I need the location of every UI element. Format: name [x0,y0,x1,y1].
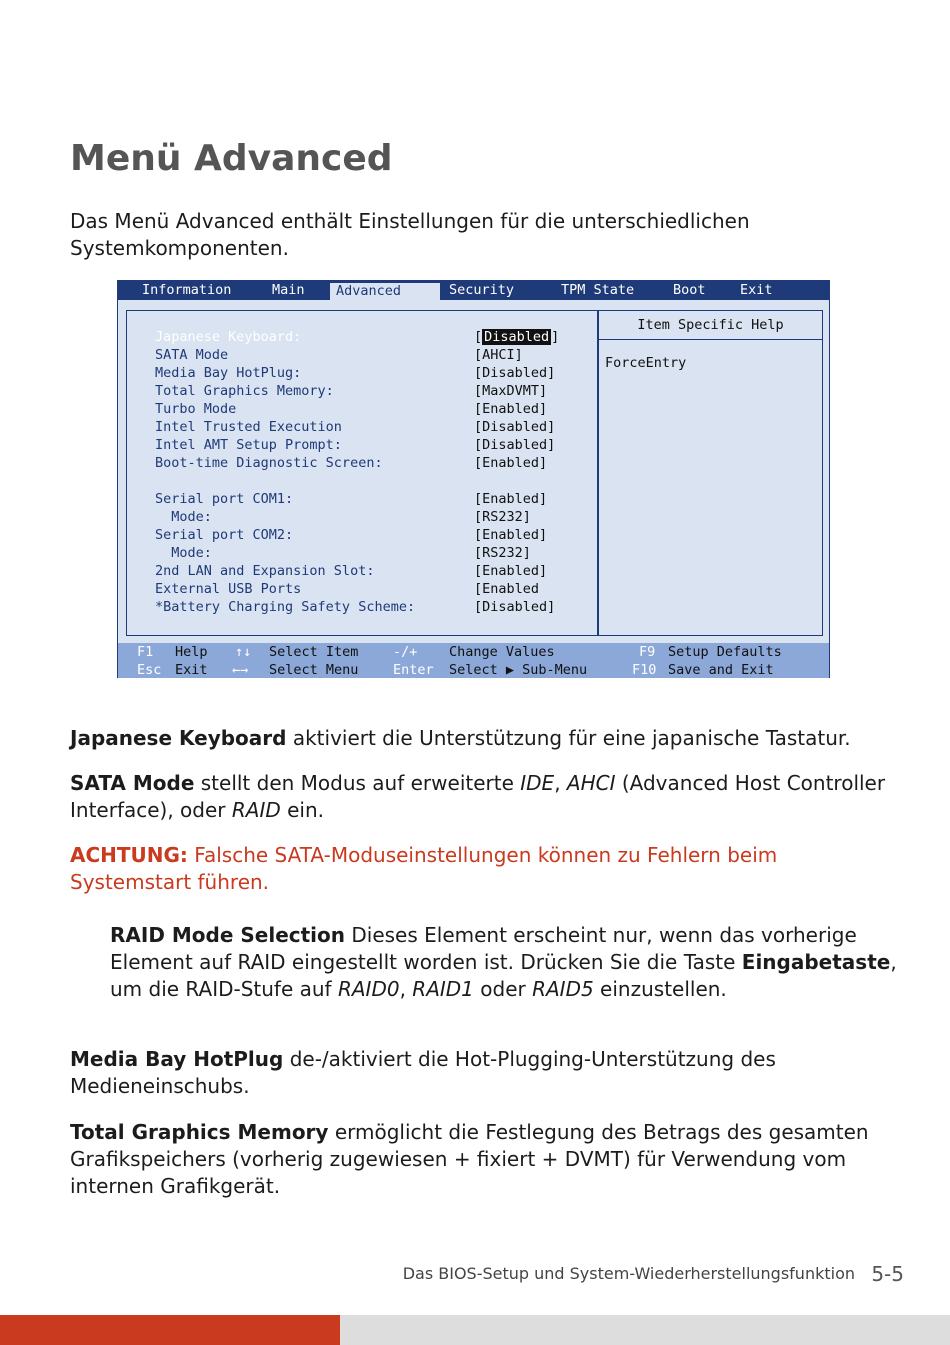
key-enter-label: Select ▶ Sub-Menu [449,662,588,678]
setting-value-intel-trusted-execution[interactable]: [Disabled] [474,419,556,435]
key-minusplus: -/+ [393,644,418,660]
setting-label-serial-com1[interactable]: Serial port COM1: [155,491,294,507]
raid-or: oder [473,977,533,1001]
desc-graphics: ermöglicht die Festlegung des Betrags des gesamten Grafikspeichers (vorherig zugewiesen + fixiert + DVMT) für Verwendung vom internen Grafikgerät. [70,1120,869,1198]
desc-sata-2: (Advanced Host Controller Interface), oder [70,771,886,822]
desc-hotplug: de-/aktiviert die Hot-Plugging-Unterstützung des Medieneinschubs. [70,1047,776,1098]
desc-raid-3: einzustellen. [593,977,727,1001]
key-f10-label: Save and Exit [668,662,774,678]
setting-value-intel-amt-setup-prompt[interactable]: [Disabled] [474,437,556,453]
tab-security[interactable]: Security [449,282,515,298]
tab-tpm-state[interactable]: TPM State [561,282,635,298]
updown-arrow-icon: ↑↓ [235,644,252,660]
selected-value: Disabled [484,329,550,345]
bios-key-legend [118,643,829,678]
tab-advanced[interactable]: Advanced [330,283,440,300]
para-raid-mode [110,922,900,1003]
desc-sata-3: ein. [280,798,325,822]
warning-label: ACHTUNG: [70,843,188,867]
term-japanese-keyboard: Japanese Keyboard [70,726,287,750]
para-total-graphics-memory [70,1119,900,1200]
intro-text: Das Menü Advanced enthält Einstellungen für die unterschiedlichen Systemkomponenten. [70,209,750,260]
setting-label-com2-mode[interactable]: Mode: [155,545,212,561]
setting-value-turbo-mode[interactable]: [Enabled] [474,401,548,417]
setting-value-battery-charging[interactable]: [Disabled] [474,599,556,615]
setting-value-sata-mode[interactable]: [AHCI] [474,347,523,363]
bios-settings-panel [126,310,598,636]
setting-label-com1-mode[interactable]: Mode: [155,509,212,525]
setting-label-total-graphics-memory[interactable]: Total Graphics Memory: [155,383,334,399]
raid5: RAID5 [532,977,594,1001]
para-sata-mode [70,770,900,824]
key-f10: F10 [632,662,657,678]
term-media-bay-hotplug: Media Bay HotPlug [70,1047,284,1071]
setting-label-sata-mode[interactable]: SATA Mode [155,347,229,363]
setting-value-serial-com2[interactable]: [Enabled] [474,527,548,543]
page-number: 5-5 [871,1262,904,1286]
warning-text: Falsche SATA-Moduseinstellungen können zu Fehlern beim Systemstart führen. [70,843,778,894]
setting-label-external-usb[interactable]: External USB Ports [155,581,302,597]
key-esc-label: Exit [175,662,208,678]
sata-comma: , [554,771,567,795]
sata-ahci: AHCI [566,771,616,795]
setting-value-japanese-keyboard[interactable]: [ Disabled ] [474,329,560,345]
setting-value-2nd-lan[interactable]: [Enabled] [474,563,548,579]
term-sata-mode: SATA Mode [70,771,195,795]
tab-exit[interactable]: Exit [740,282,773,298]
setting-label-2nd-lan[interactable]: 2nd LAN and Expansion Slot: [155,563,375,579]
help-title: Item Specific Help [599,311,822,340]
setting-label-intel-amt-setup-prompt[interactable]: Intel AMT Setup Prompt: [155,437,342,453]
term-raid-mode: RAID Mode Selection [110,923,346,947]
desc-raid-2: , um die RAID-Stufe auf [110,950,897,1001]
bios-help-panel [598,310,823,636]
para-japanese-keyboard [70,725,900,752]
footer-bar-gray [340,1315,950,1345]
setting-value-boot-time-diagnostic[interactable]: [Enabled] [474,455,548,471]
raid0: RAID0 [337,977,400,1001]
tab-main[interactable]: Main [272,282,305,298]
raid1: RAID1 [412,977,474,1001]
setting-value-media-bay-hotplug[interactable]: [Disabled] [474,365,556,381]
setting-label-intel-trusted-execution[interactable]: Intel Trusted Execution [155,419,342,435]
setting-label-turbo-mode[interactable]: Turbo Mode [155,401,237,417]
tab-boot[interactable]: Boot [673,282,706,298]
warning-note [70,842,900,896]
footer-bar-red [0,1315,340,1345]
term-eingabetaste: Eingabetaste [741,950,891,974]
sata-ide: IDE [520,771,555,795]
setting-value-com1-mode[interactable]: [RS232] [474,509,531,525]
bios-menubar [118,281,829,300]
tab-information[interactable]: Information [142,282,232,298]
key-minusplus-label: Change Values [449,644,555,660]
setting-label-japanese-keyboard[interactable]: Japanese Keyboard: [155,329,302,345]
key-updown-label: Select Item [269,644,359,660]
key-f9: F9 [639,644,656,660]
raid-comma: , [399,977,413,1001]
desc-sata-1: stellt den Modus auf erweiterte [194,771,521,795]
key-leftright-label: Select Menu [269,662,359,678]
bios-screenshot [117,280,830,678]
desc-japanese-keyboard: aktiviert die Unterstützung für eine japanische Tastatur. [286,726,851,750]
setting-label-serial-com2[interactable]: Serial port COM2: [155,527,294,543]
help-text: ForceEntry [605,355,687,371]
key-f1-label: Help [175,644,208,660]
desc-raid-1: Dieses Element erscheint nur, wenn das vorherige Element auf RAID eingestellt worden ist. Drücken Sie die Taste [110,923,857,974]
sata-raid: RAID [231,798,281,822]
setting-label-battery-charging[interactable]: *Battery Charging Safety Scheme: [155,599,416,615]
leftright-arrow-icon: ←→ [232,662,249,678]
chapter-footer: Das BIOS-Setup und System-Wiederherstellungsfunktion [402,1264,855,1283]
setting-value-external-usb[interactable]: [Enabled [474,581,540,597]
setting-label-media-bay-hotplug[interactable]: Media Bay HotPlug: [155,365,302,381]
setting-value-serial-com1[interactable]: [Enabled] [474,491,548,507]
key-esc: Esc [137,662,162,678]
setting-value-total-graphics-memory[interactable]: [MaxDVMT] [474,383,548,399]
page-title: Menü Advanced [70,138,393,179]
key-enter: Enter [393,662,434,678]
setting-value-com2-mode[interactable]: [RS232] [474,545,531,561]
para-media-bay-hotplug [70,1046,900,1100]
term-total-graphics-memory: Total Graphics Memory [70,1120,329,1144]
key-f1: F1 [137,644,154,660]
setting-label-boot-time-diagnostic[interactable]: Boot-time Diagnostic Screen: [155,455,383,471]
key-f9-label: Setup Defaults [668,644,782,660]
